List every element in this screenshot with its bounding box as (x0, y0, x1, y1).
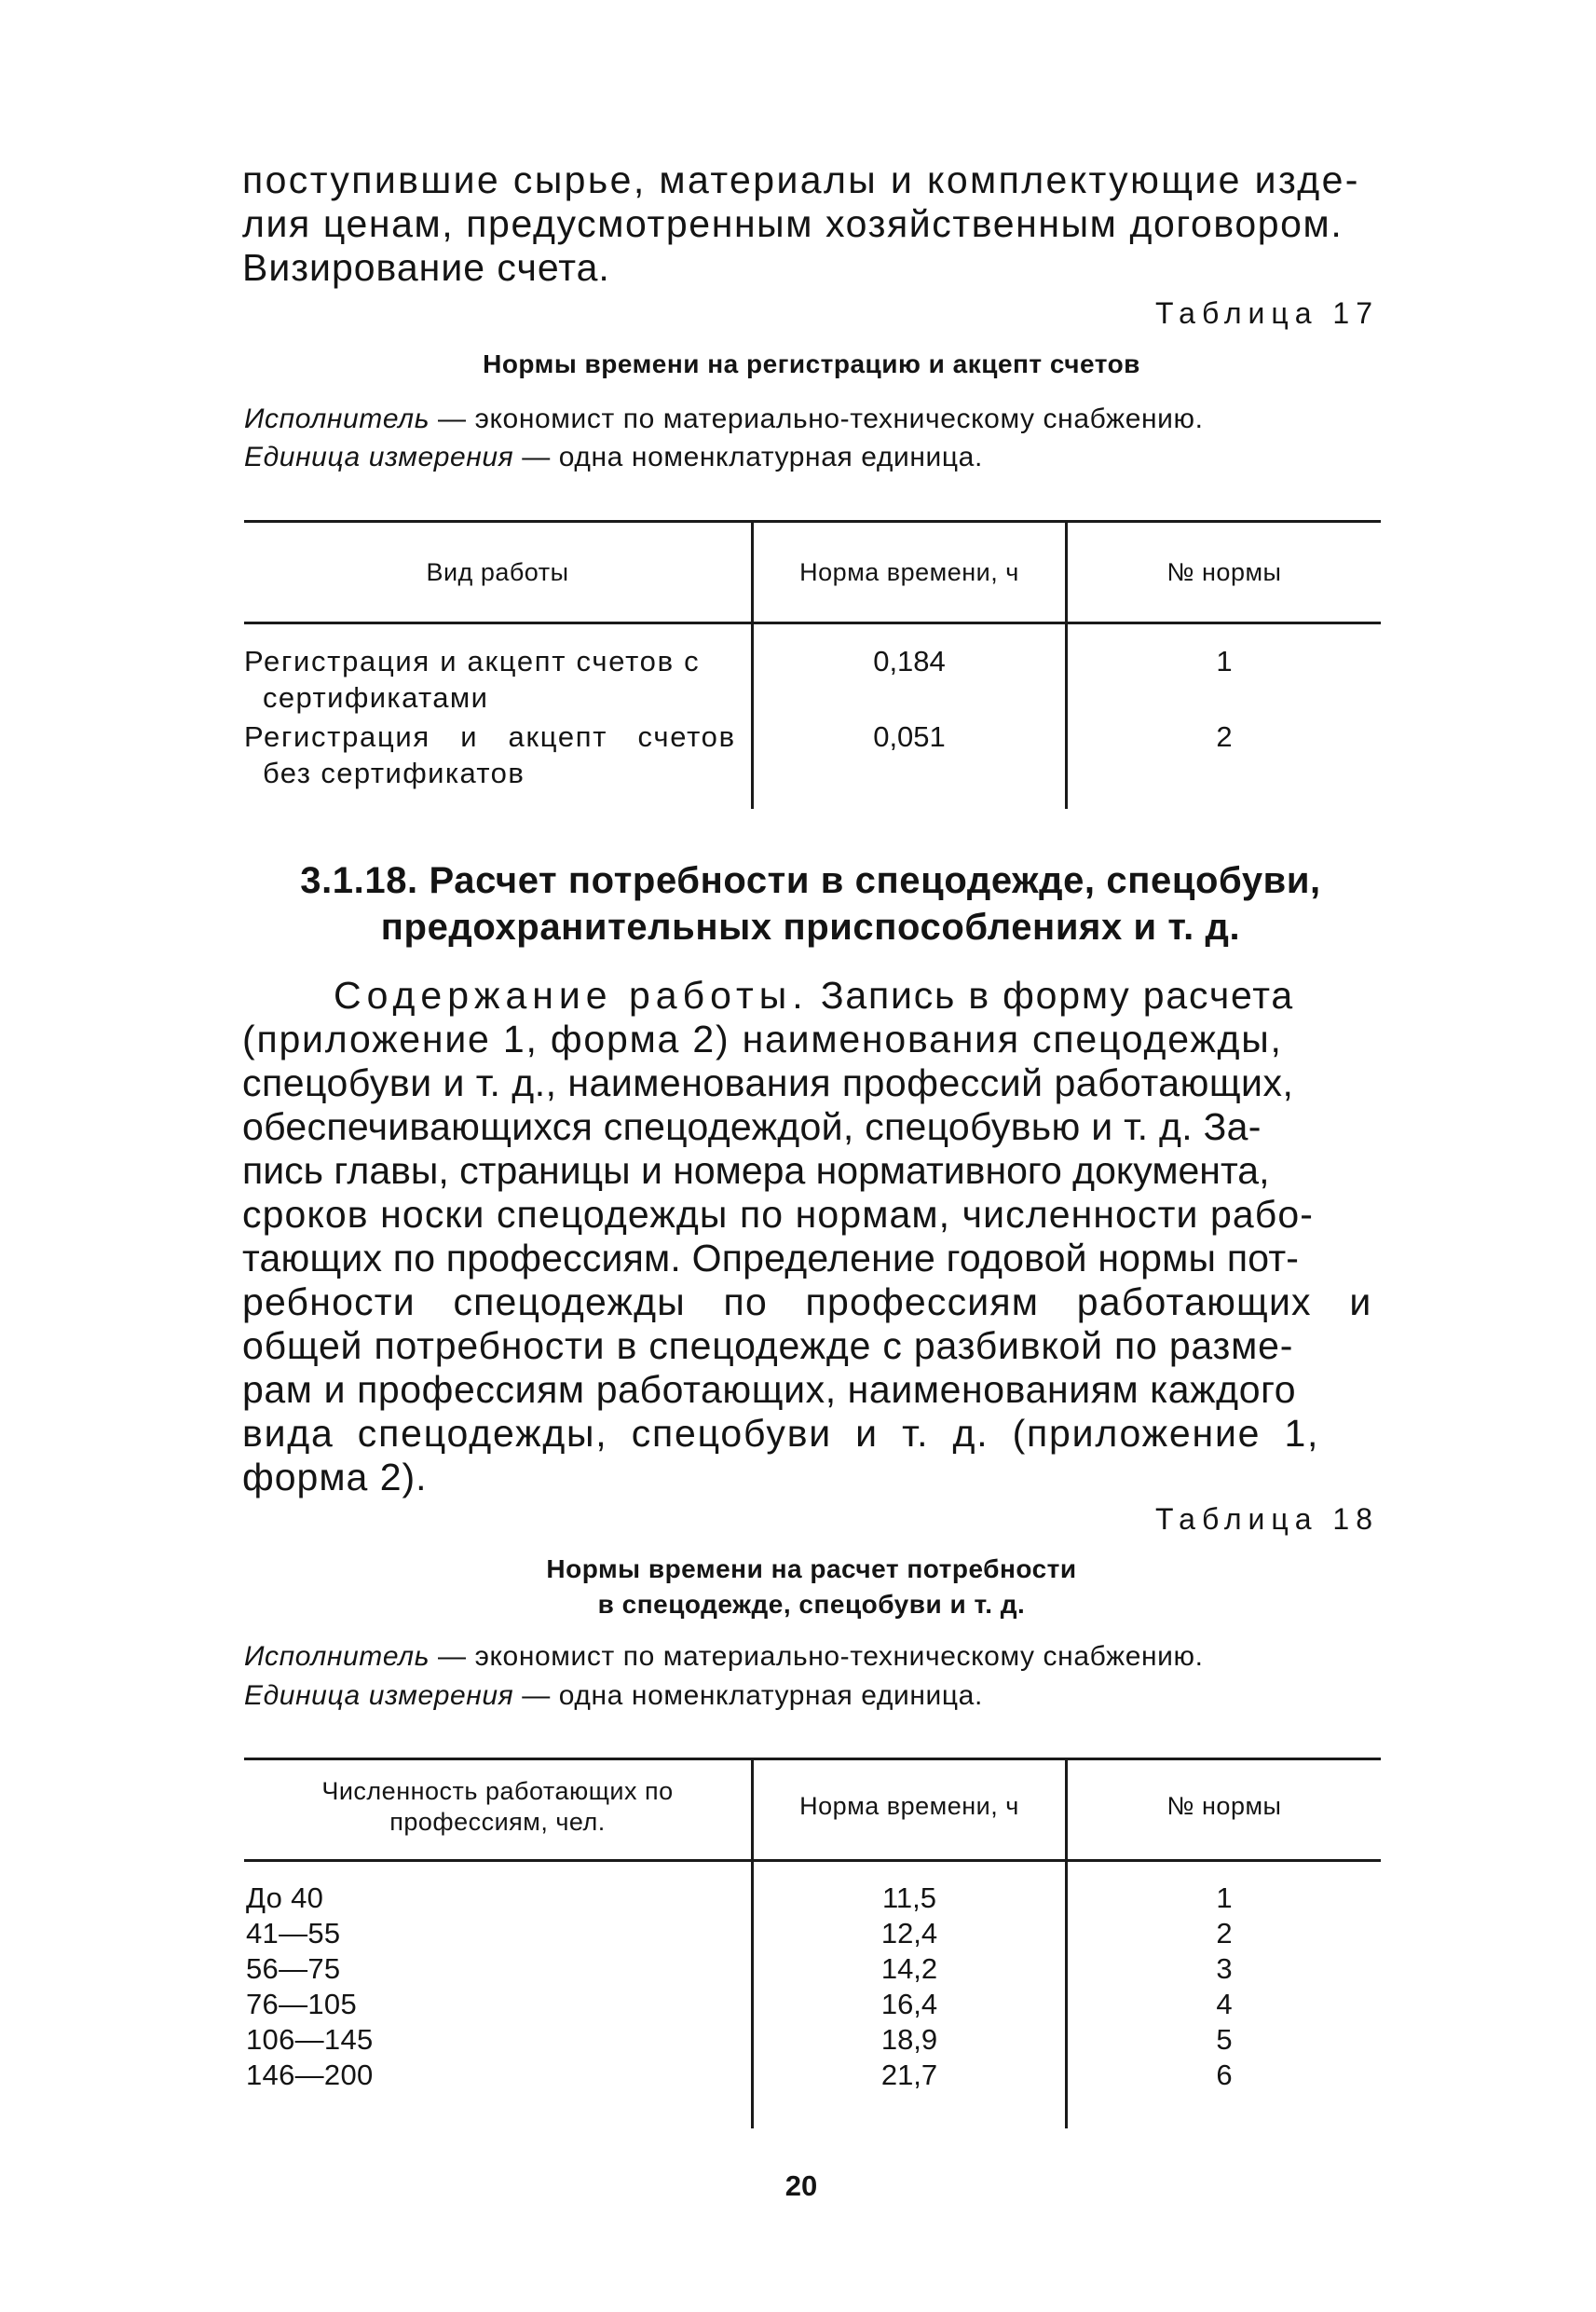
work-line: без сертификатов (263, 757, 525, 789)
paragraph-line: форма 2). (242, 1456, 428, 1498)
unit-label: Единица измерения (244, 1680, 514, 1711)
intro-line: Визирование счета. (242, 246, 610, 289)
table-18-row-count: 106—145 (246, 2023, 374, 2056)
table-18-row-count: 76—105 (246, 1988, 358, 2020)
table-17-executor (244, 401, 1204, 438)
table-17-row-work (244, 718, 740, 791)
table-18-row-norm: 11,5 (881, 1881, 937, 1914)
table-17-unit (244, 439, 983, 476)
table-17-header-norm: Норма времени, ч (799, 558, 1019, 586)
table-17-top-rule (244, 520, 1381, 523)
table-18-title-line: в спецодежде, спецобуви и т. д. (597, 1590, 1026, 1619)
table-18-header-rule (244, 1859, 1381, 1862)
table-18-label: Таблица 18 (1155, 1502, 1379, 1536)
table-17-row-number: 2 (1216, 720, 1233, 753)
executor-text: — экономист по материально-техническому снабжению. (430, 404, 1204, 434)
paragraph-line: обеспечивающихся спецодеждой, спецобувью и т. д. За- (242, 1105, 1262, 1148)
table-18-row-norm: 21,7 (880, 2059, 938, 2091)
paragraph-line: пись главы, страницы и номера нормативного документа, (242, 1149, 1270, 1192)
table-17-header-rule (244, 622, 1381, 624)
paragraph-line (242, 974, 1381, 1018)
paragraph-line: сроков носки спецодежды по нормам, численности рабо- (242, 1193, 1315, 1236)
intro-line: лия ценам, предусмотренным хозяйственным договором. (242, 202, 1344, 245)
work-line: Регистрация и акцепт счетов с (244, 645, 701, 677)
table-18-unit (244, 1677, 983, 1715)
executor-label: Исполнитель (244, 404, 430, 434)
table-18-row-norm: 18,9 (880, 2023, 938, 2056)
table-18-row-number: 6 (1216, 2059, 1233, 2091)
section-heading (233, 857, 1388, 951)
paragraph-line: тающих по профессиям. Определение годовой нормы пот- (242, 1237, 1300, 1279)
table-18-title (242, 1552, 1381, 1622)
work-line: сертификатами (263, 681, 489, 714)
table-18-row-number: 4 (1216, 1988, 1233, 2020)
table-17-label: Таблица 17 (1155, 296, 1379, 330)
table-18-row-count: 146—200 (246, 2059, 374, 2091)
section-paragraph (242, 974, 1381, 1499)
work-line: Регистрация и акцепт счетов (244, 720, 736, 753)
table-17-header-number: № нормы (1166, 558, 1282, 586)
table-17-title: Нормы времени на регистрацию и акцепт счетов (483, 349, 1140, 378)
table-18-row-norm: 12,4 (880, 1917, 938, 1949)
table-18-row-number: 2 (1216, 1917, 1233, 1949)
intro-line: поступившие сырье, материалы и комплектующие изде- (242, 158, 1360, 201)
lead-phrase: Содержание работы. (334, 974, 809, 1017)
table-18-row-count: 41—55 (246, 1917, 341, 1949)
table-18-header-count (244, 1776, 751, 1838)
intro-paragraph (242, 158, 1381, 290)
paragraph-line: общей потребности в спецодежде с разбивкой по разме- (242, 1324, 1294, 1367)
unit-label: Единица измерения (244, 442, 514, 472)
table-17-row-work (244, 643, 740, 716)
table-17-row-number: 1 (1216, 645, 1233, 677)
table-18-row-count: До 40 (246, 1881, 324, 1914)
paragraph-line-rest: Запись в форму расчета (808, 974, 1294, 1017)
table-18-row-count: 56—75 (246, 1952, 341, 1985)
table-17-row-norm: 0,184 (873, 645, 946, 677)
executor-text: — экономист по материально-техническому снабжению. (430, 1641, 1204, 1672)
paragraph-line: вида спецодежды, спецобуви и т. д. (приложение 1, (242, 1412, 1320, 1455)
table-18-header-number: № нормы (1166, 1792, 1282, 1820)
table-18-row-number: 5 (1216, 2023, 1233, 2056)
table-18-header-norm: Норма времени, ч (799, 1792, 1019, 1820)
paragraph-line: ребности спецодежды по профессиям работающих и (242, 1280, 1372, 1323)
header-line: профессиям, чел. (389, 1808, 606, 1836)
executor-label: Исполнитель (244, 1641, 430, 1672)
paragraph-line: (приложение 1, форма 2) наименования спецодежды, (242, 1018, 1283, 1060)
section-heading-line: предохранительных приспособлениях и т. д. (380, 907, 1241, 948)
table-18-row-number: 3 (1216, 1952, 1233, 1985)
paragraph-line: рам и профессиям работающих, наименованиям каждого (242, 1368, 1297, 1411)
table-17-row-norm: 0,051 (873, 720, 946, 753)
table-18-top-rule (244, 1758, 1381, 1760)
table-17-header-work: Вид работы (426, 558, 569, 586)
header-line: Численность работающих по (321, 1777, 674, 1805)
table-18-title-line: Нормы времени на расчет потребности (546, 1554, 1077, 1583)
unit-text: — одна номенклатурная единица. (513, 442, 983, 472)
table-18-row-norm: 14,2 (880, 1952, 938, 1985)
unit-text: — одна номенклатурная единица. (513, 1680, 983, 1711)
page-number: 20 (784, 2169, 818, 2202)
table-18-row-number: 1 (1216, 1881, 1233, 1914)
table-18-row-norm: 16,4 (880, 1988, 938, 2020)
paragraph-line: спецобуви и т. д., наименования профессий работающих, (242, 1061, 1294, 1104)
section-heading-line: 3.1.18. Расчет потребности в спецодежде, спецобуви, (300, 860, 1321, 901)
table-18-executor (244, 1638, 1204, 1676)
